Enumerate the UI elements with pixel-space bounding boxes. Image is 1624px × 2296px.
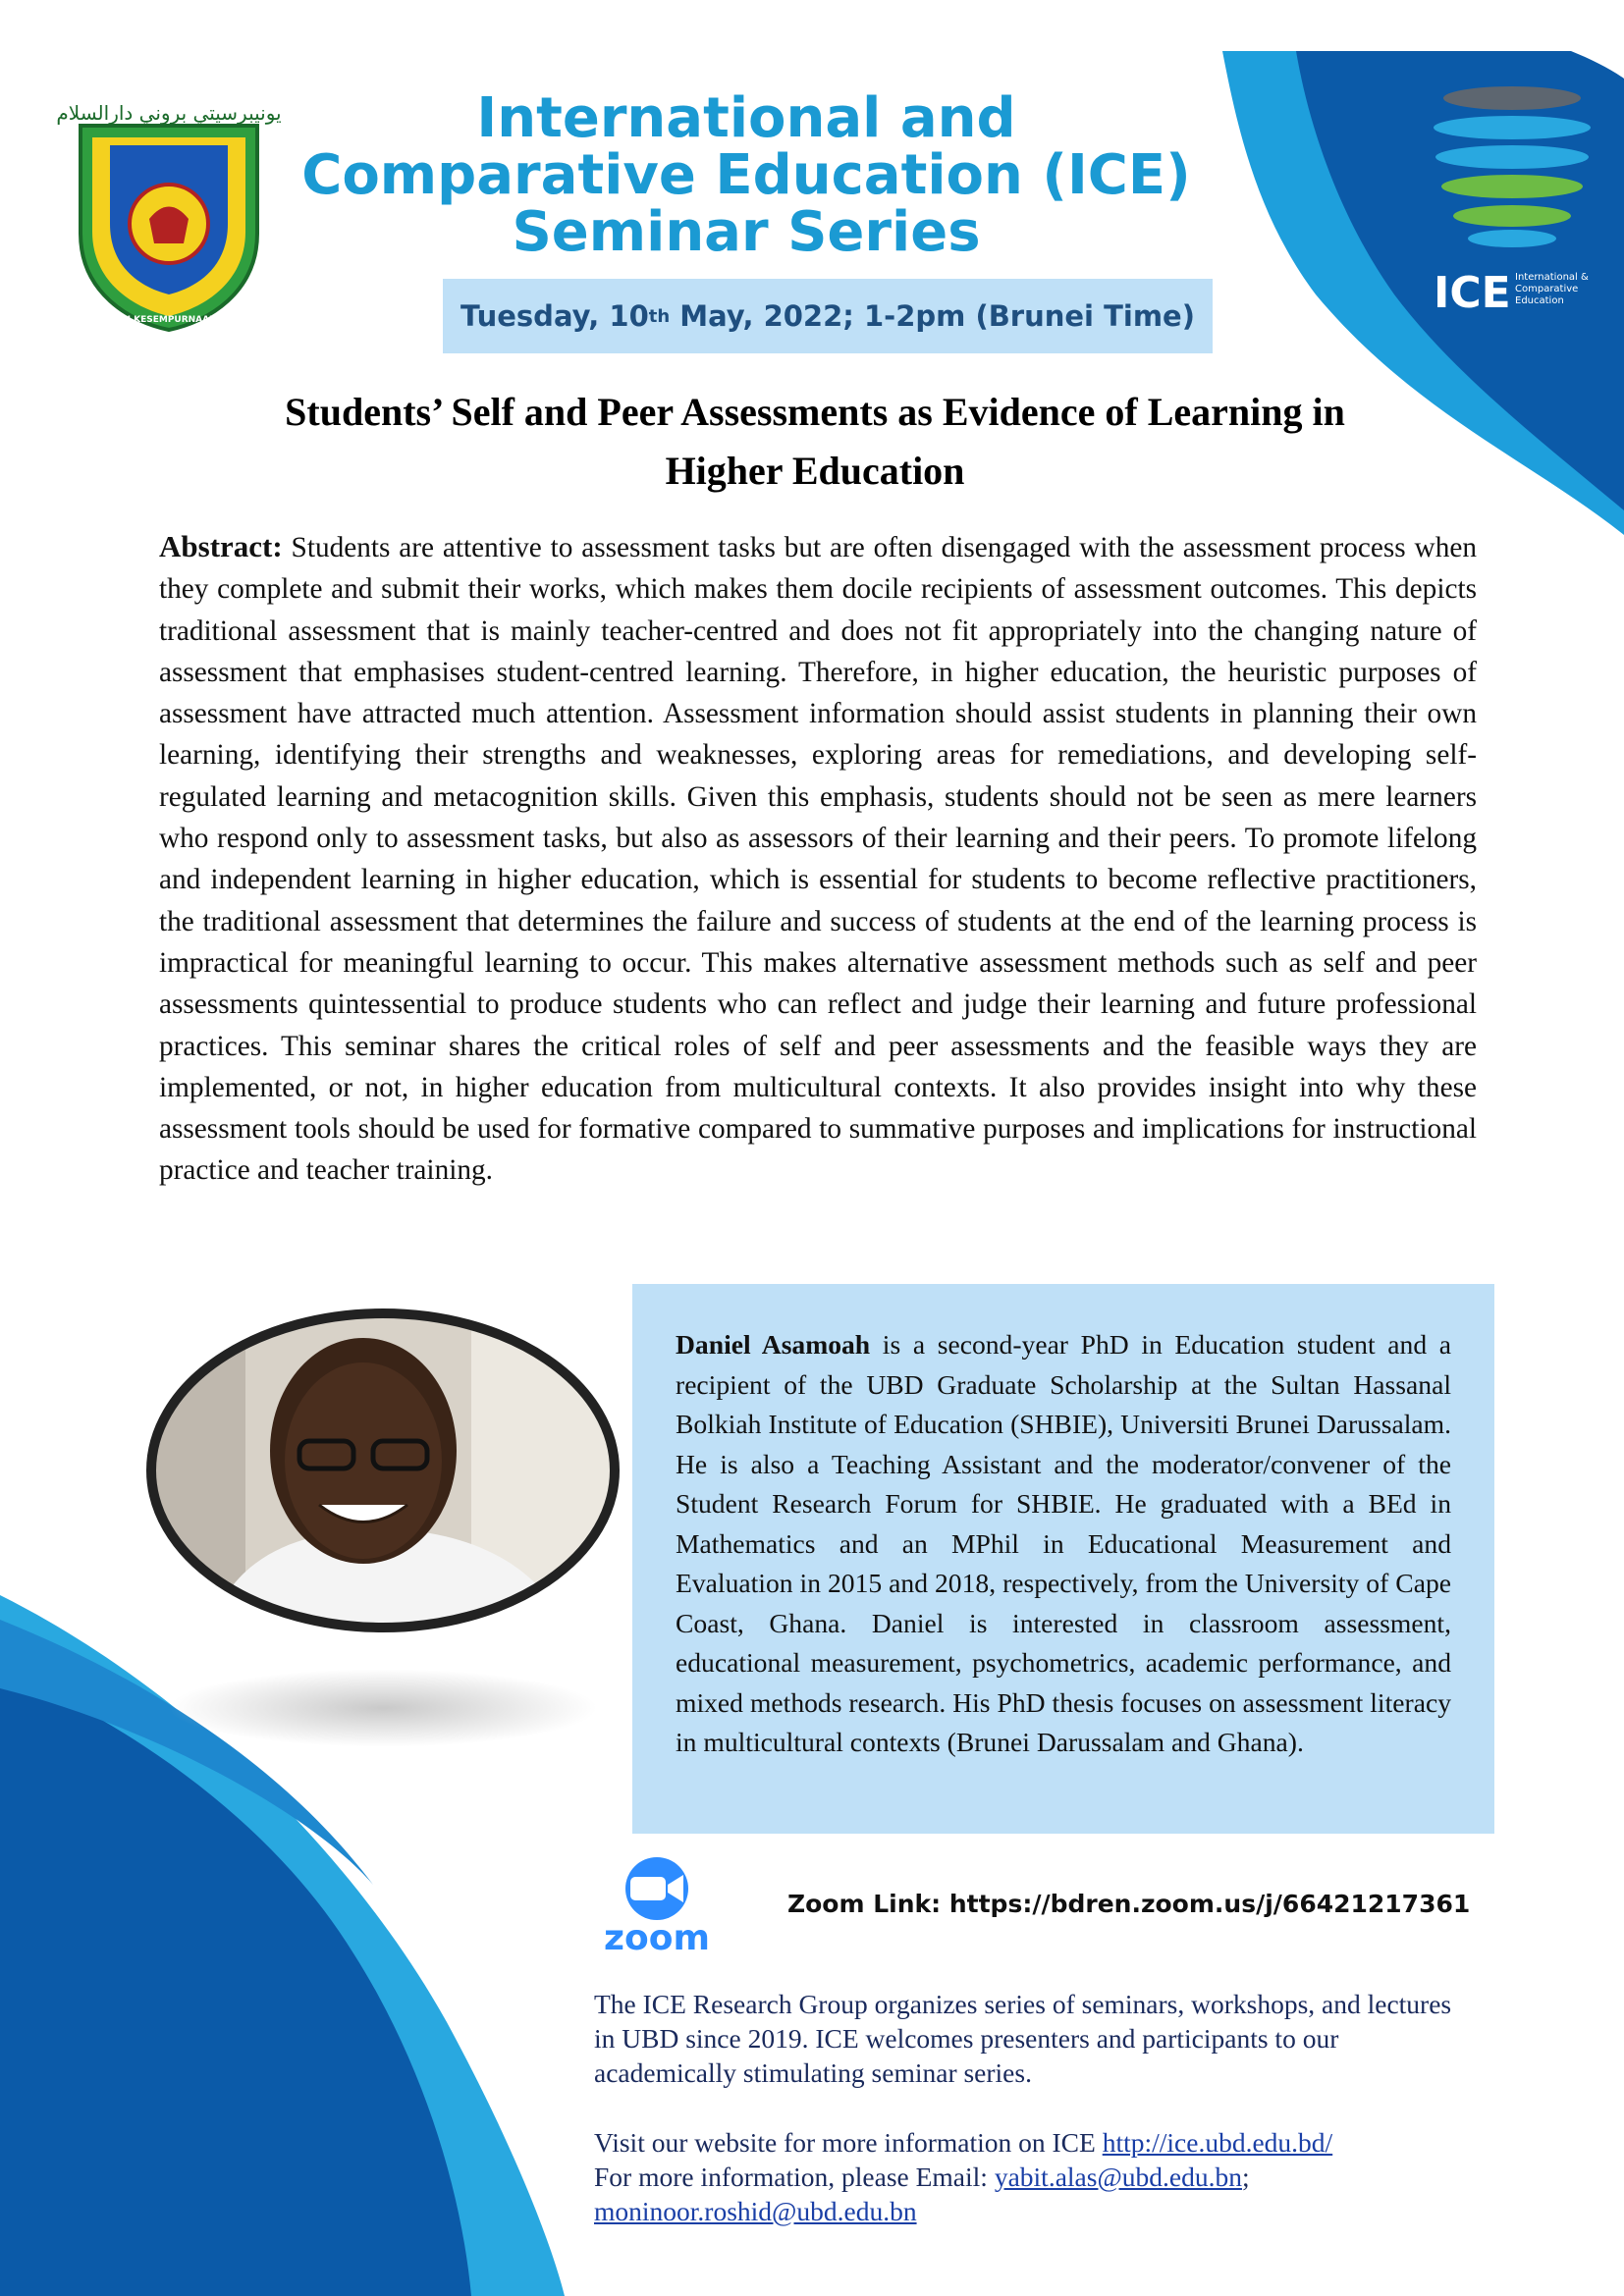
speaker-name: Daniel Asamoah bbox=[676, 1329, 871, 1360]
zoom-link[interactable]: Zoom Link: https://bdren.zoom.us/j/66421217361 bbox=[787, 1890, 1471, 1918]
talk-title bbox=[177, 383, 1453, 501]
ice-about-text: The ICE Research Group organizes series of seminars, workshops, and lectures in UBD since 2019. ICE welcomes presenters and participants to our academically stimulating seminar series. bbox=[594, 1989, 1452, 2088]
email-link-2[interactable]: moninoor.roshid@ubd.edu.bn bbox=[594, 2196, 917, 2226]
abstract-text: Students are attentive to assessment tasks but are often disengaged with the assessment process when they complete and submit their works, which makes them docile recipients of assessment outcomes. This depicts traditional assessment that is mainly teacher-centred and does not fit appropriately into the changing nature of assessment that emphasises student-centred learning. Therefore, in higher education, the heuristic purposes of assessment have attracted much attention. Assessment information should assist students in planning their own learning, identifying their strengths and weaknesses, exploring areas for remediations, and developing self-regulated learning and metacognition skills. Given this emphasis, students should not be seen as mere learners who respond only to assessment tasks, but also as assessors of their learning and their peers. To promote lifelong and independent learning in higher education, which is essential for students to become reflective practitioners, the traditional assessment that determines the failure and success of students at the end of the learning process is impractical for meaningful learning to occur. This makes alternative assessment methods such as self and peer assessments quintessential to produce students who can reflect and judge their learning and future professional practices. This seminar shares the critical roles of self and peer assessments and the feasible ways they are implemented, or not, in higher education from multicultural contexts. It also provides insight into why these assessment tools should be used for formative compared to summative purposes and implications for instructional practice and teacher training. bbox=[159, 532, 1477, 1187]
title-line-2: Comparative Education (ICE) bbox=[301, 143, 1191, 207]
ubd-motto-text: KE ARAH KESEMPURNAAN INSAN bbox=[86, 315, 251, 325]
speaker-bio bbox=[676, 1325, 1451, 1763]
email-line-2 bbox=[594, 2194, 1478, 2228]
date-ordinal: th bbox=[648, 305, 671, 327]
ice-logo-line3: Education bbox=[1515, 295, 1564, 306]
ubd-arabic-text: يونيبرسيتي بروني دارالسلام bbox=[56, 101, 282, 125]
email-separator: ; bbox=[1241, 2162, 1250, 2192]
ice-logo bbox=[1419, 74, 1605, 319]
email-prefix: For more information, please Email: bbox=[594, 2162, 995, 2192]
zoom-logo-text: zoom bbox=[604, 1918, 710, 1958]
email-line bbox=[594, 2160, 1478, 2194]
ice-abbr: ICE bbox=[1434, 268, 1511, 318]
website-prefix: Visit our website for more information on ICE bbox=[594, 2127, 1103, 2158]
email-link-1[interactable]: yabit.alas@ubd.edu.bn bbox=[994, 2162, 1242, 2192]
footer-info bbox=[594, 1987, 1478, 2228]
speaker-bio-text: is a second-year PhD in Education student and a recipient of the UBD Graduate Scholarship at the Sultan Hassanal Bolkiah Institute of Education (SHBIE), Universiti Brunei Darussalam. He is also a Teaching Assistant and the moderator/convener of the Student Research Forum for SHBIE. He graduated with a BEd in Mathematics and an MPhil in Educational Measurement and Evaluation in 2015 and 2018, respectively, from the University of Cape Coast, Ghana. Daniel is interested in classroom assessment, educational measurement, psychometrics, academic performance, and mixed methods research. His PhD thesis focuses on assessment literacy in multicultural contexts (Brunei Darussalam and Ghana). bbox=[676, 1329, 1451, 1757]
abstract-label: Abstract: bbox=[159, 529, 283, 563]
date-suffix: May, 2022; 1-2pm (Brunei Time) bbox=[670, 299, 1195, 333]
date-prefix: Tuesday, 10 bbox=[460, 299, 649, 333]
website-line bbox=[594, 2125, 1478, 2160]
zoom-logo bbox=[568, 1855, 746, 1958]
seminar-series-title bbox=[295, 86, 1198, 264]
seminar-date-box bbox=[443, 279, 1213, 353]
photo-shadow bbox=[167, 1669, 599, 1747]
title-line-3: Seminar Series bbox=[512, 200, 981, 264]
ice-logo-line1: International & bbox=[1515, 272, 1589, 283]
speaker-photo bbox=[137, 1304, 628, 1642]
ubd-crest-logo bbox=[56, 77, 282, 334]
title-line-1: International and bbox=[476, 86, 1016, 150]
abstract bbox=[159, 526, 1477, 1192]
ice-logo-line2: Comparative bbox=[1515, 284, 1579, 294]
talk-title-line-1: Students’ Self and Peer Assessments as Evidence of Learning in bbox=[285, 390, 1345, 434]
website-link[interactable]: http://ice.ubd.edu.bd/ bbox=[1102, 2127, 1333, 2158]
talk-title-line-2: Higher Education bbox=[665, 449, 965, 493]
